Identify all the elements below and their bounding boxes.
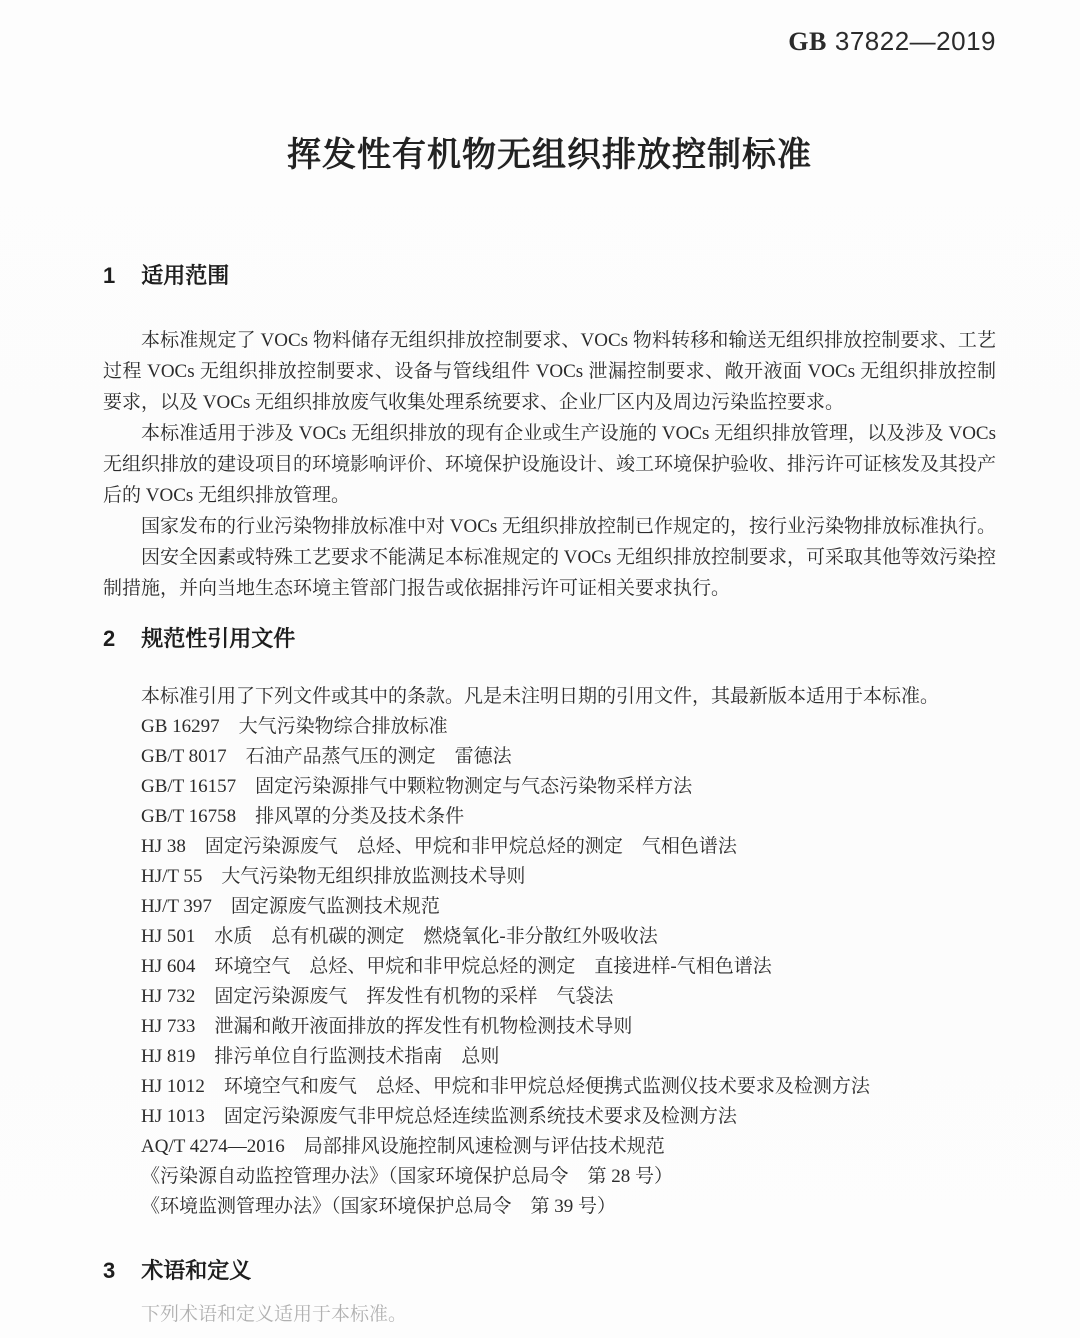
cutoff-text: 下列术语和定义适用于本标准。: [141, 1304, 408, 1325]
reference-item: HJ 38 固定污染源废气 总烃、甲烷和非甲烷总烃的测定 气相色谱法: [141, 836, 737, 857]
section-2-number: 2: [103, 626, 116, 651]
section-3-number: 3: [103, 1258, 116, 1283]
reference-item: AQ/T 4274—2016 局部排风设施控制风速检测与评估技术规范: [141, 1136, 665, 1157]
reference-item: HJ 733 泄漏和敞开液面排放的挥发性有机物检测技术导则: [141, 1016, 633, 1037]
reference-item: GB 16297 大气污染物综合排放标准: [141, 716, 448, 737]
reference-item: GB/T 8017 石油产品蒸气压的测定 雷德法: [141, 746, 512, 767]
paragraph-scope-3: 国家发布的行业污染物排放标准中对 VOCs 无组织排放控制已作规定的，按行业污染物排放标准执行。: [141, 516, 997, 537]
section-3-title: 术语和定义: [141, 1258, 252, 1283]
standard-code-number: 37822—2019: [834, 26, 996, 56]
reference-item: GB/T 16157 固定污染源排气中颗粒物测定与气态污染物采样方法: [141, 776, 693, 797]
section-1-body: [103, 325, 996, 604]
cutoff-text-line: [103, 1300, 996, 1325]
section-2-heading: [103, 624, 996, 654]
section-1-heading: [103, 261, 996, 291]
references-intro: 本标准引用了下列文件或其中的条款。凡是未注明日期的引用文件，其最新版本适用于本标准。: [141, 686, 940, 707]
section-2-title: 规范性引用文件: [141, 626, 296, 651]
section-3-heading: [103, 1256, 996, 1286]
section-1-title: 适用范围: [141, 263, 230, 288]
paragraph-scope-1: 本标准规定了 VOCs 物料储存无组织排放控制要求、VOCs 物料转移和输送无组织排放控制要求、工艺过程 VOCs 无组织排放控制要求、设备与管线组件 VOCs 泄漏控制要求、敞开液面 VOCs 无组织排放控制要求，以及 VOCs 无组织排放废气收集处理系统要求、企业厂区内及周边污染监控要求。: [103, 330, 996, 413]
reference-item: HJ 604 环境空气 总烃、甲烷和非甲烷总烃的测定 直接进样-气相色谱法: [141, 956, 772, 977]
reference-item: HJ 819 排污单位自行监测技术指南 总则: [141, 1046, 500, 1067]
reference-item: HJ 732 固定污染源废气 挥发性有机物的采样 气袋法: [141, 986, 614, 1007]
document-title: 挥发性有机物无组织排放控制标准: [287, 136, 812, 174]
reference-item: HJ 501 水质 总有机碳的测定 燃烧氧化-非分散红外吸收法: [141, 926, 658, 947]
references-list: [103, 712, 996, 1222]
standard-code: [103, 0, 996, 57]
reference-item: HJ/T 55 大气污染物无组织排放监测技术导则: [141, 866, 526, 887]
section-1-number: 1: [103, 263, 116, 288]
paragraph-scope-4: 因安全因素或特殊工艺要求不能满足本标准规定的 VOCs 无组织排放控制要求，可采取其他等效污染控制措施，并向当地生态环境主管部门报告或依据排污许可证相关要求执行。: [103, 547, 997, 599]
reference-item: GB/T 16758 排风罩的分类及技术条件: [141, 806, 465, 827]
standard-code-prefix: GB: [788, 27, 827, 56]
paragraph-scope-2: 本标准适用于涉及 VOCs 无组织排放的现有企业或生产设施的 VOCs 无组织排放管理，以及涉及 VOCs 无组织排放的建设项目的环境影响评价、环境保护设施设计、竣工环境保护验收、排污许可证核发及其投产后的 VOCs 无组织排放管理。: [103, 423, 997, 506]
reference-item: HJ 1013 固定污染源废气非甲烷总烃连续监测系统技术要求及检测方法: [141, 1106, 737, 1127]
reference-item: 《环境监测管理办法》（国家环境保护总局令 第 39 号）: [141, 1196, 617, 1217]
reference-item: 《污染源自动监控管理办法》（国家环境保护总局令 第 28 号）: [141, 1166, 674, 1187]
reference-item: HJ 1012 环境空气和废气 总烃、甲烷和非甲烷总烃便携式监测仪技术要求及检测方法: [141, 1076, 870, 1097]
reference-item: HJ/T 397 固定源废气监测技术规范: [141, 896, 440, 917]
